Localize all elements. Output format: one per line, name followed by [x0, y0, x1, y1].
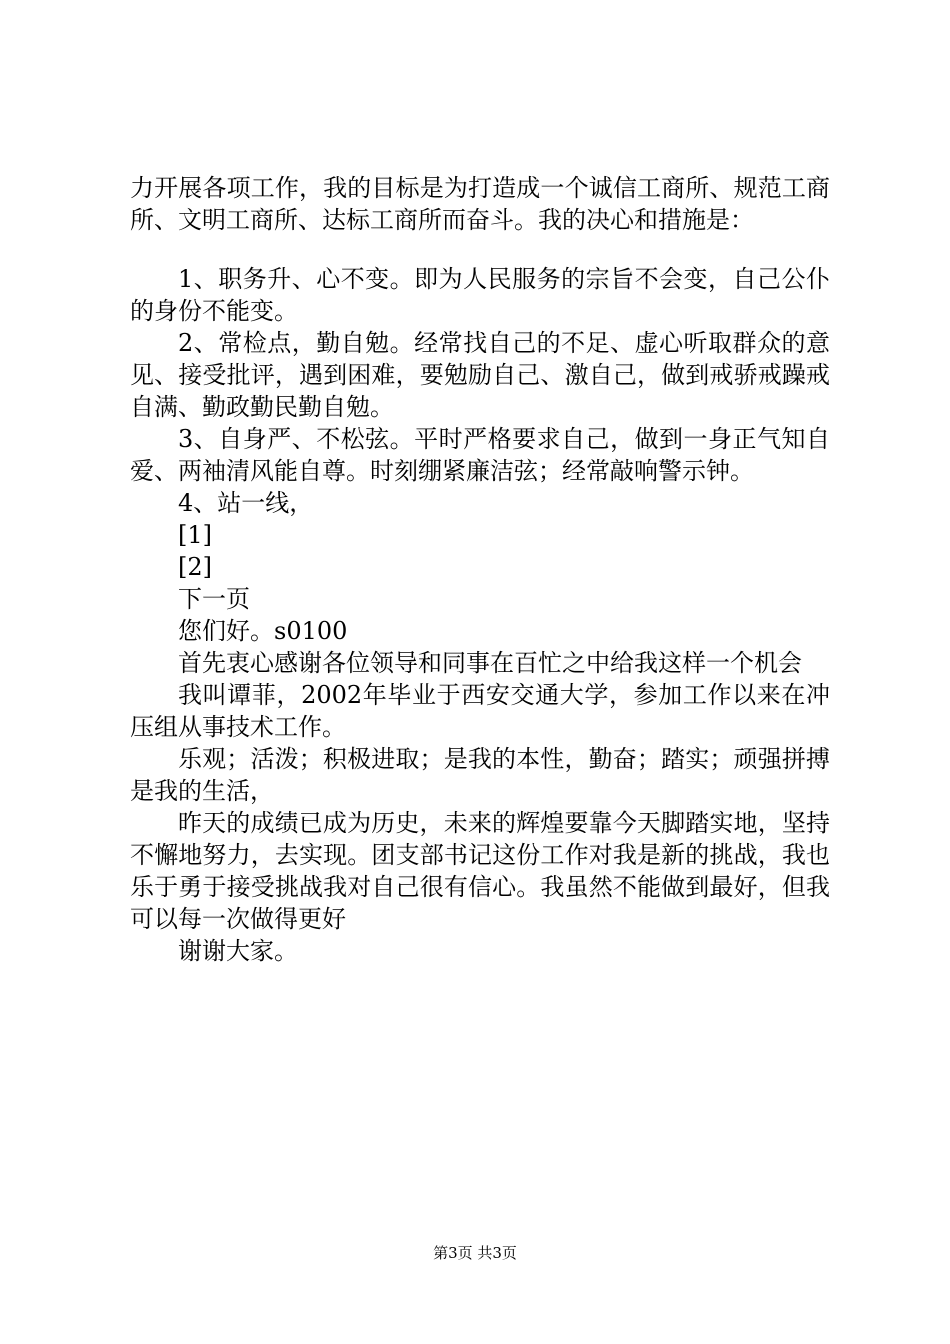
paragraph-measure-4: 4、站一线， [178, 489, 314, 517]
paragraph-thanks-leaders: 首先衷心感谢各位领导和同事在百忙之中给我这样一个机会 [178, 649, 802, 677]
next-page-link[interactable]: 下一页 [178, 585, 250, 613]
paragraph-intro: 力开展各项工作，我的目标是为打造成一个诚信工商所、规范工商所、文明工商所、达标工商所而奋斗。我的决心和措施是： [130, 174, 830, 234]
page-number-label: 第3页 共3页 [433, 1244, 517, 1262]
paragraph-closing: 谢谢大家。 [178, 937, 298, 965]
paragraph-measure-1: 1、职务升、心不变。即为人民服务的宗旨不会变，自己公仆的身份不能变。 [130, 265, 830, 325]
paragraph-measure-2: 2、常检点，勤自勉。经常找自己的不足、虚心听取群众的意见、接受批评，遇到困难，要勉励自己、激自己，做到戒骄戒躁戒自满、勤政勤民勤自勉。 [130, 329, 830, 421]
document-body [130, 172, 830, 967]
page-link-2[interactable]: [2] [178, 553, 212, 581]
paragraph-greeting: 您们好。s0100 [178, 617, 348, 645]
page-footer [0, 1243, 950, 1263]
paragraph-outlook: 昨天的成绩已成为历史，未来的辉煌要靠今天脚踏实地，坚持不懈地努力，去实现。团支部书记这份工作对我是新的挑战，我也乐于勇于接受挑战我对自己很有信心。我虽然不能做到最好，但我可以每一次做得更好 [130, 809, 830, 933]
page-link-1[interactable]: [1] [178, 521, 212, 549]
paragraph-personality: 乐观；活泼；积极进取；是我的本性，勤奋；踏实；顽强拼搏是我的生活， [130, 745, 830, 805]
paragraph-self-intro: 我叫谭菲，2002年毕业于西安交通大学，参加工作以来在冲压组从事技术工作。 [130, 681, 830, 741]
paragraph-measure-3: 3、自身严、不松弦。平时严格要求自己，做到一身正气知自爱、两袖清风能自尊。时刻绷紧廉洁弦；经常敲响警示钟。 [130, 425, 830, 485]
